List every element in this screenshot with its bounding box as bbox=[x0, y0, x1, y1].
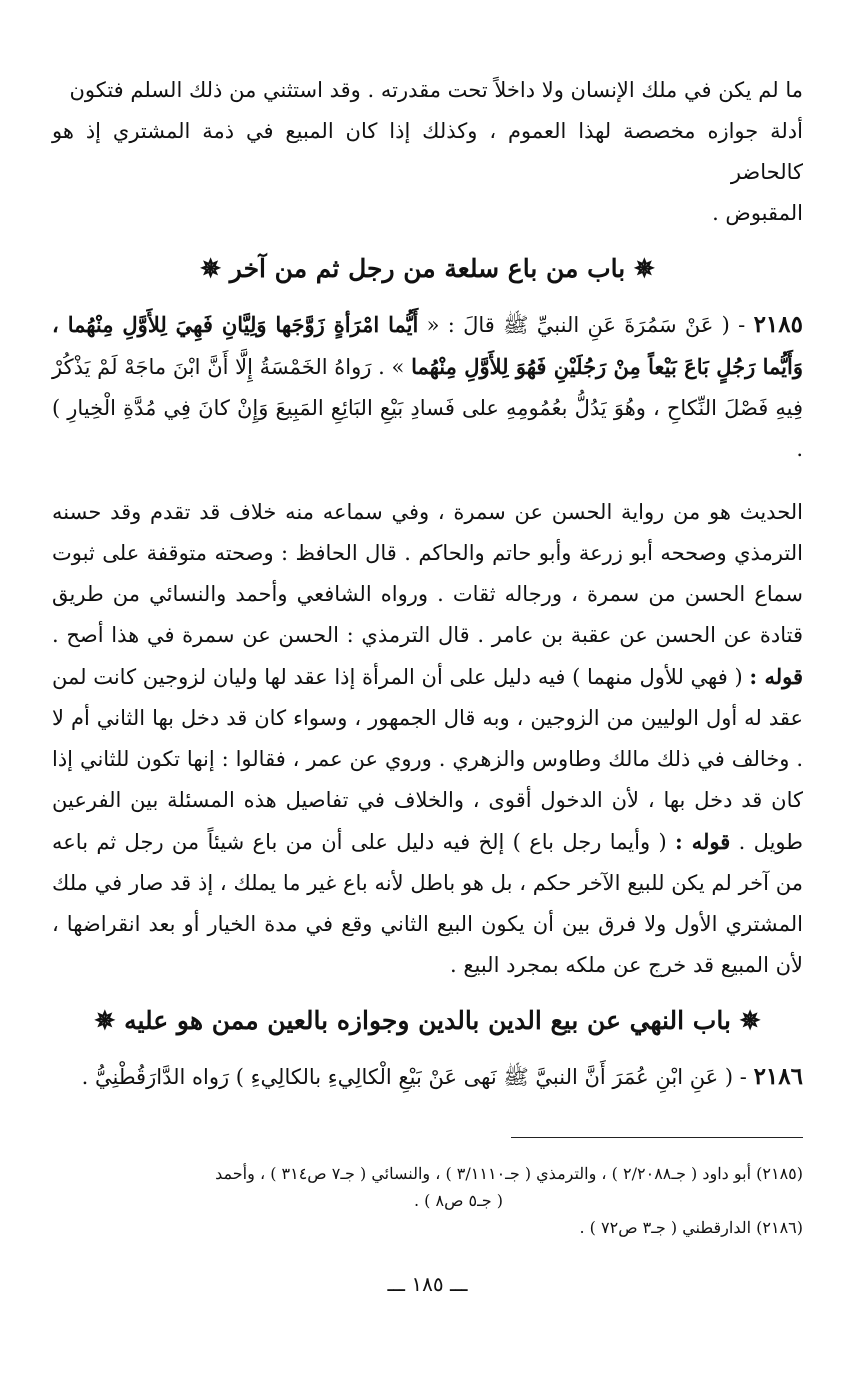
hadith-number: ٢١٨٦ bbox=[753, 1063, 803, 1090]
footnote-2185-continuation: ( جـ٥ ص٨ ) . bbox=[413, 1191, 503, 1210]
hadith-2186 bbox=[52, 1056, 803, 1098]
hadith-text: ( عَنِ ابْنِ عُمَرَ أَنَّ النبيَّ ﷺ نَهى عَنْ بَيْعِ الْكالِيءِ بالكالِيءِ ) رَواه الدَّارَقُطْنِيُّ . bbox=[81, 1065, 734, 1089]
section-heading-1: ✵ باب من باع سلعة من رجل ثم من آخر ✵ bbox=[200, 254, 655, 283]
spacer bbox=[52, 470, 803, 492]
commentary-text: الحديث هو من رواية الحسن عن سمرة ، وفي سماعه منه خلاف قد تقدم وقد حسنه الترمذي وصححه أبو زرعة وأبو حاتم والحاكم . قال الحافظ : وصحته متوقفة على ثبوت سماع الحسن من سمرة ، ورجاله ثقات . ورواه الشافعي وأحمد والنسائي من طريق قتادة عن الحسن عن عقبة بن عامر . قال الترمذي : الحسن عن سمرة في هذا أصح . bbox=[52, 500, 803, 647]
intro-line: أدلة جوازه مخصصة لهذا العموم ، وكذلك إذا كان المبيع في ذمة المشتري إذ هو كالحاضر bbox=[52, 119, 803, 184]
hadith-lead: ( عَنْ سَمُرَةَ عَنِ النبيِّ ﷺ قالَ : « bbox=[426, 313, 730, 337]
intro-line: ما لم يكن في ملك الإنسان ولا داخلاً تحت مقدرته . وقد استثني من ذلك السلم فتكون bbox=[69, 78, 803, 102]
hadith-matn: أَيُّما امْرَأةٍ زَوَّجَها وَلِيَّانِ فَهِيَ لِلأَوَّلِ مِنْهُما ، وَأَيُّما رَجُلٍ بَاعَ بَيْعاً مِنْ رَجُلَيْنِ فَهُوَ لِلأَوَّلِ مِنْهُما bbox=[52, 312, 803, 379]
intro-paragraph bbox=[52, 70, 803, 234]
qawluh-label: قوله : bbox=[675, 829, 731, 854]
commentary-paragraph bbox=[52, 492, 803, 986]
footnote-2185: (٢١٨٥) أبو داود ( جـ٢/٢٠٨٨ ) ، والترمذي ( جـ٣/١١١٠ ) ، والنسائي ( جـ٧ ص٣١٤ ) ، وأحمد bbox=[215, 1164, 803, 1183]
hadith-dash: - bbox=[739, 1065, 747, 1089]
hadith-dash: - bbox=[738, 313, 746, 337]
section-heading-2: ✵ باب النهي عن بيع الدين بالدين وجوازه بالعين ممن هو عليه ✵ bbox=[94, 1006, 761, 1035]
footnotes bbox=[52, 1160, 803, 1241]
hadith-tail: » . رَواهُ الخَمْسَةُ إِلَّا أَنَّ ابْنَ ماجَهْ لَمْ يَذْكُرْ فِيهِ فَصْلَ النِّكاحِ ، وهُوَ يَدُلُّ بعُمُومِهِ على فَسادِ بَيْعِ البَائِعِ المَبِيعَ وَإِنْ كانَ فِي مُدَّةِ الْخِيارِ ) . bbox=[52, 355, 803, 461]
page-number: ـــ ١٨٥ ـــ bbox=[387, 1272, 468, 1296]
qawluh-label: قوله : bbox=[749, 664, 803, 689]
commentary-text: ( وأيما رجل باع ) إلخ فيه دليل على أن من باع شيئاً من رجل ثم باعه من آخر لم يكن للبيع الآخر حكم ، بل هو باطل لأنه باع غير ما يملك ، إذ قد صار في ملك المشتري الأول ولا فرق بين أن يكون البيع الثاني وقع في مدة الخيار أو بعد انقراضها ، لأن المبيع قد خرج عن ملكه بمجرد البيع . bbox=[52, 830, 803, 977]
footnote-divider bbox=[511, 1137, 803, 1138]
intro-line: المقبوض . bbox=[712, 201, 803, 225]
commentary-text: ( فهي للأول منهما ) فيه دليل على أن المرأة إذا عقد لها وليان لزوجين كانت لمن عقد له أول الوليين من الزوجين ، وبه قال الجمهور ، وسواء كان قد دخل بها الثاني أم لا . وخالف في ذلك مالك وطاوس والزهري . وروي عن عمر ، فقالوا : إنها تكون للثاني إذا كان قد دخل بها ، لأن الدخول أقوى ، والخلاف في تفاصيل هذه المسئلة بين الفرعين طويل . bbox=[52, 665, 803, 854]
footnote-2186: (٢١٨٦) الدارقطني ( جـ٣ ص٧٢ ) . bbox=[579, 1218, 803, 1237]
hadith-number: ٢١٨٥ bbox=[753, 311, 803, 338]
hadith-2185 bbox=[52, 304, 803, 470]
